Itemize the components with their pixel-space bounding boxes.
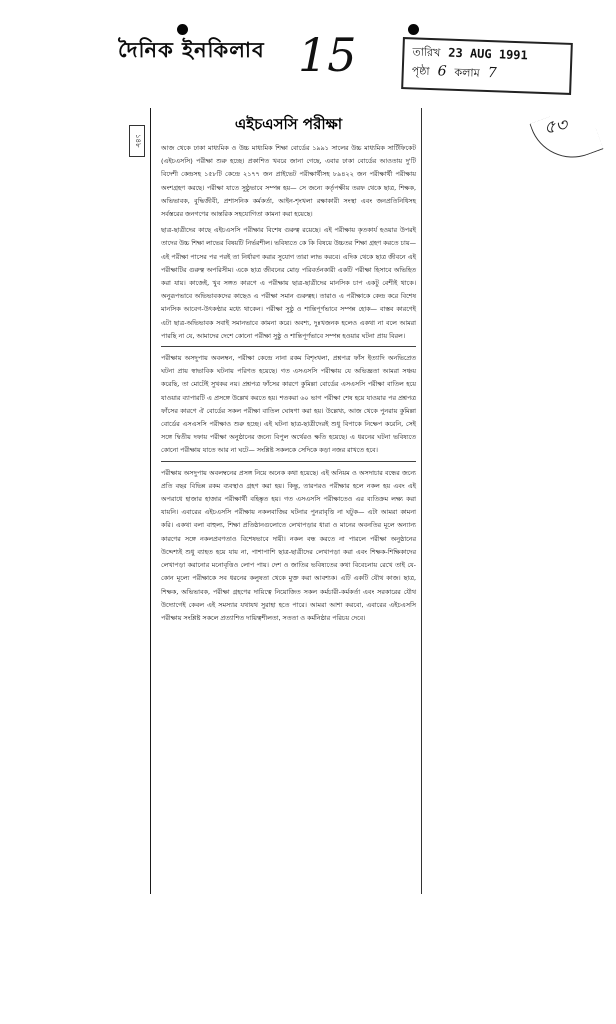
editorial-paragraph-1: আজ থেকে ঢাকা মাধ্যমিক ও উচ্চ মাধ্যমিক শিক্ষা বোর্ডের ১৯৯১ সালের উচ্চ মাধ্যমিক সার্টিফিকেট (এইচএসসি) পরীক্ষা শুরু হচ্ছে। প্রকাশিত খবরে জানা গেছে, এবার ঢাকা বোর্ডের আওতায় দু'টি বিদেশী কেন্দ্রসহ ১৫৮টি কেন্দ্রে ২১৭৭ জন প্রাইভেট পরীক্ষার্থীসহ ৮৯৪২২ জন পরীক্ষার্থী পরীক্ষায় অংশগ্রহণ করছে। পরীক্ষা যাতে সুষ্ঠুভাবে সম্পন্ন হয়— সে জন্যে কর্তৃপক্ষীয় তরফ থেকে ছাত্র, শিক্ষক, অভিভাবক, বুদ্ধিজীবী, প্রশাসনিক কর্মকর্তা, আইন-শৃংখলা রক্ষাকারী সংস্থা এবং জনপ্রতিনিধিসহ সর্বস্তরের জনগণের আন্তরিক সহযোগিতা কামনা করা হয়েছে।: [161, 144, 416, 219]
editorial-title: এইচএসসি পরীক্ষা: [234, 115, 343, 133]
paragraph-divider: [161, 346, 416, 347]
newspaper-name: দৈনিক ইনকিলাব: [118, 37, 265, 62]
paragraph-divider: [161, 461, 416, 462]
date-stamp-page-row: [411, 62, 562, 86]
date-stamp: [401, 37, 573, 95]
margin-handwritten-note: ৫৩: [542, 114, 569, 139]
date-stamp-column-label: কলাম: [454, 65, 480, 80]
date-stamp-date-value: 23 AUG 1991: [448, 45, 528, 63]
punch-hole: [408, 24, 419, 35]
date-stamp-column-value: 7: [487, 65, 497, 82]
side-code-label: ১৪৮: [129, 125, 145, 157]
date-stamp-page-label: পৃষ্ঠা: [411, 64, 430, 78]
editorial-paragraph-4: পরীক্ষায় অসদুপায় অবলম্বনের প্রসঙ্গ নিয়ে অনেক কথা হয়েছে। এই অনিয়ম ও অসদাচার বন্ধের জন্যে প্রতি বছর বিভিন্ন রকম ব্যবস্থাও গ্রহণ করা হয়। কিন্তু, তারপরও পরীক্ষার হলে নকল হয় এবং এই অপরাধে হাজার হাজার পরীক্ষার্থী বহিষ্কৃত হয়। গত এসএসসি পরীক্ষাতেও এর ব্যতিক্রম লক্ষ্য করা যায়নি। এবারের এইচএসসি পরীক্ষায় নকলবাজির ঘটনার পুনরাবৃত্তি না ঘটুক— এটা আমরা কামনা করি। একথা বলা বাহুল্য, শিক্ষা প্রতিষ্ঠানগুলোতে লেখাপড়ার ধারা ও মানের অবনতির মূলে অন্যান্য কারণের সঙ্গে নকলপ্রবণতাও বিশেষভাবে দায়ী। নকল বন্ধ করতে না পারলে পরীক্ষা অনুষ্ঠানের উদ্দেশ্যই শুধু ব্যাহত হয়ে যায় না, পাশাপাশি ছাত্র-ছাত্রীদের লেখাপড়া করা এবং শিক্ষক-শিক্ষিকাদের লেখাপড়া করানোর মনোবৃত্তিও লোপ পায়। দেশ ও জাতির ভবিষ্যতের কথা বিবেচনায় রেখে তাই যে-কোন মূল্যে পরীক্ষাকে সব ধরনের কলুষতা থেকে মুক্ত করা আবশ্যক। এটি একটি যৌথ কাজ। ছাত্র, শিক্ষক, অভিভাবক, পরীক্ষা গ্রহণের দায়িত্বে নিয়োজিত সকল কর্মচারী-কর্মকর্তা এবং সরকারের যৌথ উদ্যোগেই কেবল এই সমস্যার যথাযথ সুরাহা হতে পারে। আমরা আশা করবো, এবারের এইচএসসি পরীক্ষায় সংশ্লিষ্ট সকলে প্রত্যাশিত দায়িত্বশীলতা, সততা ও কর্মনিষ্ঠার পরিচয় দেবে।: [161, 468, 416, 622]
editorial-clipping: [150, 108, 422, 894]
handwritten-page-number: 15: [298, 28, 357, 82]
editorial-paragraph-2: ছাত্র-ছাত্রীদের কাছে এইচএসসি পরীক্ষার বিশেষ গুরুত্ব রয়েছে। এই পরীক্ষায় কৃতকার্য হওয়ার উপরই তাদের উচ্চ শিক্ষা লাভের বিষয়টি নির্ভরশীল। ভবিষ্যতে কে কি বিষয়ে উচ্চতর শিক্ষা গ্রহণ করতে চায়— এই পরীক্ষা পাসের পর পরই তা নির্ধারণ করার সুযোগ তারা লাভ করবে। এদিক থেকে ছাত্র জীবনে এই পরীক্ষাটির গুরুত্ব অপরিসীম। একে ছাত্র জীবনের মোড় পরিবর্তনকারী একটি পরীক্ষা হিসাবে অভিহিত করা যায়। কাজেই, খুব সঙ্গত কারণে এ পরীক্ষায় ছাত্র-ছাত্রীদের মানসিক চাপ একটু বেশীই থাকে। অনুরূপভাবে অভিভাবকদের কাছেও এ পরীক্ষা সমান গুরুত্বহ। তারাও এ পরীক্ষাকে কেন্দ্র করে বিশেষ মানসিক আবেগ-উৎকণ্ঠার মধ্যে থাকেন। পরীক্ষা সুষ্ঠু ও শান্তিপূর্ণভাবে সম্পন্ন হোক— বাস্তব কারণেই এটা ছাত্র-অভিভাবক সবাই সমানভাবে কামনা করে। অবশ্য, দুঃখজনক হলেও একথা না বলে আমরা পারছি না যে, আমাদের দেশে কোনো পরীক্ষা সুষ্ঠু ও শান্তিপূর্ণভাবে সম্পন্ন হওয়ার ঘটনা প্রায় বিরল।: [161, 226, 416, 340]
editorial-paragraph-3: পরীক্ষায় অসদুপায় অবলম্বন, পরীক্ষা কেন্দ্রে নানা রকম বিশৃংখলা, প্রশ্নপত্র ফাঁস ইত্যাদি অনভিপ্রেত ঘটনা প্রায় স্বাভাবিক ঘটনায় পরিণত হয়েছে। গত এসএসসি পরীক্ষায় যে অভিজ্ঞতা আমরা সঞ্চয় করেছি, তা মোটেই সুখকর নয়। প্রশ্নপত্র ফাঁসের কারণে কুমিল্লা বোর্ডের এসএসসি পরীক্ষা বাতিল হয়ে যাওয়ার ব্যাপারটি এ প্রসঙ্গে উল্লেখ করতে হয়। শতকরা ৬০ ভাগ পরীক্ষা শেষ হয়ে যাওয়ার পর প্রশ্নপত্র ফাঁসের কারণে ঐ বোর্ডের সকল পরীক্ষা বাতিল ঘোষণা করা হয়। উল্লেখ্য, আজ থেকে পুনরায় কুমিল্লা বোর্ডের এসএসসি পরীক্ষাও শুরু হচ্ছে। এই ঘটনা ছাত্র-ছাত্রীদেরই শুধু বিপাকে নিক্ষেপ করেনি, সেই সঙ্গে দ্বিতীয় দফায় পরীক্ষা অনুষ্ঠানের জন্যে বিপুল অর্থেরও ক্ষতি হয়েছে। এ ধরনের ঘটনা ভবিষ্যতে কোনো পরীক্ষায় যাতে আর না ঘটে— সংশ্লিষ্ট সকলকে সেদিকে কড়া নজর রাখতে হবে।: [161, 354, 416, 455]
date-stamp-date-label: তারিখ: [412, 45, 441, 60]
date-stamp-page-value: 6: [437, 63, 447, 80]
